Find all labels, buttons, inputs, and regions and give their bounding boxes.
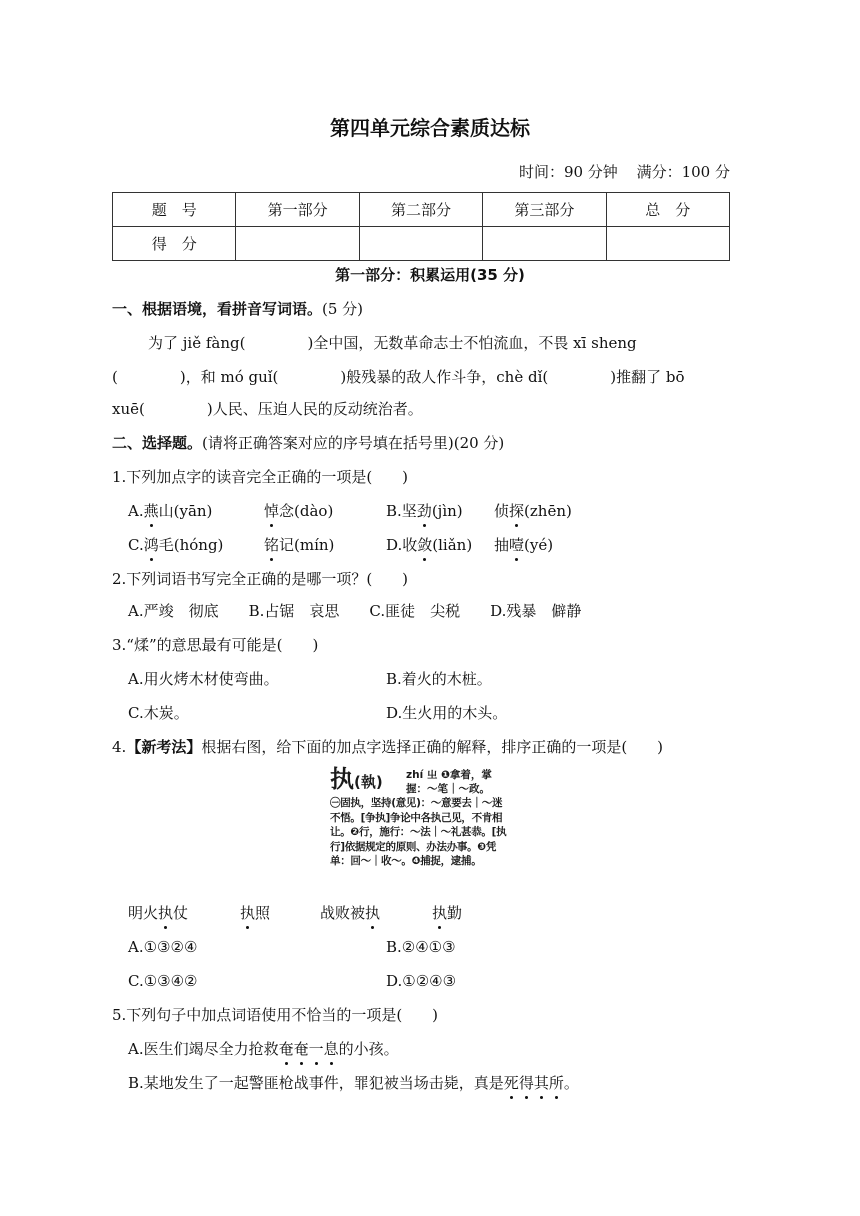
new-method-tag: 【新考法】 — [126, 738, 202, 756]
q2-4-words — [128, 902, 463, 924]
opt-text: (yé) — [524, 536, 554, 554]
header-cell: 第三部分 — [483, 193, 606, 227]
dotted-char: 执 — [432, 904, 448, 922]
opt-text: D.收 — [386, 536, 418, 554]
part1-title: 第一部分：积累运用(35 分) — [335, 266, 525, 284]
dotted-char: 燕 — [143, 502, 159, 520]
score-cell[interactable] — [483, 227, 606, 261]
header-cell: 第一部分 — [236, 193, 359, 227]
opt-text: A.医生们竭尽全力抢救 — [128, 1040, 279, 1058]
opt-text: A. — [128, 502, 144, 520]
option-c-2 — [264, 534, 334, 556]
score-cell[interactable] — [236, 227, 359, 261]
opt-text: 念(dào) — [279, 502, 334, 520]
q1-text: )，和 mó guǐ( — [179, 368, 279, 386]
score-table — [112, 192, 730, 261]
q1-text: )般残暴的敌人作斗争，chè dǐ( — [340, 368, 549, 386]
q2-1-row-1 — [128, 500, 572, 522]
dotted-char: 噎 — [509, 536, 525, 554]
header-cell: 第二部分 — [359, 193, 482, 227]
header-cell: 题 号 — [113, 193, 236, 227]
word-text: 战败被 — [320, 904, 366, 922]
opt-text: 山(yān) — [158, 502, 213, 520]
dotted-char: 悼 — [264, 502, 280, 520]
opt-text: B.某地发生了一起警匪枪战事件，罪犯被当场击毙，真是 — [128, 1074, 504, 1092]
dotted-char: 鸿 — [143, 536, 159, 554]
opt-text: (zhēn) — [524, 502, 572, 520]
q2-heading — [112, 432, 504, 454]
word-text: 明火 — [128, 904, 159, 922]
opt-text: 。 — [563, 1074, 579, 1092]
q2-3-option-d[interactable]: D.生火用的木头。 — [386, 704, 508, 722]
dotted-char: 执 — [240, 904, 256, 922]
dict-headword — [330, 764, 383, 797]
dotted-char: 所 — [548, 1074, 564, 1092]
opt-text: 毛(hóng) — [158, 536, 224, 554]
option-a[interactable] — [128, 502, 212, 520]
q2-3-option-c[interactable]: C.木炭。 — [128, 704, 189, 722]
word-1 — [128, 904, 188, 922]
q1-line-3 — [112, 398, 423, 420]
dict-trad: (執) — [354, 773, 383, 791]
exam-meta — [519, 161, 730, 182]
word-text: 照 — [255, 904, 271, 922]
opt-text: 的小孩。 — [338, 1040, 399, 1058]
header-cell: 总 分 — [606, 193, 729, 227]
dotted-char: 其 — [533, 1074, 549, 1092]
q2-4-option-d[interactable]: D.①②④③ — [386, 972, 457, 990]
row-label: 得 分 — [113, 227, 236, 261]
dotted-char: 一 — [308, 1040, 324, 1058]
page-title: 第四单元综合素质达标 — [330, 116, 530, 140]
q1-line-2 — [112, 366, 685, 388]
dict-first-line: zhí 㞢 ❶拿着，掌握：～笔｜～政。 — [406, 769, 492, 795]
q1-text: xuē( — [112, 400, 145, 418]
stem-text: 根据右图，给下面的加点字选择正确的解释，排序正确的一项是( ) — [201, 738, 664, 756]
dotted-word — [279, 1040, 339, 1058]
q2-3-stem: 3.“煣”的意思最有可能是( ) — [112, 636, 319, 654]
dotted-char: 铭 — [264, 536, 280, 554]
dotted-char: 敛 — [417, 536, 433, 554]
dotted-char: 奄 — [278, 1040, 294, 1058]
word-text: 仗 — [173, 904, 189, 922]
score-table-header — [113, 193, 730, 227]
dotted-char: 执 — [158, 904, 174, 922]
score-table-row — [113, 227, 730, 261]
word-text: 勤 — [447, 904, 463, 922]
opt-text: B.坚 — [386, 502, 417, 520]
q1-text: 为了 jiě fàng( — [148, 334, 246, 352]
dotted-char: 得 — [518, 1074, 534, 1092]
opt-text: (liǎn) — [432, 536, 473, 554]
q2-2-stem: 2.下列词语书写完全正确的是哪一项？( ) — [112, 570, 409, 588]
score-cell[interactable] — [606, 227, 729, 261]
option-d[interactable] — [386, 534, 472, 556]
dotted-char: 劲 — [416, 502, 432, 520]
q2-5-stem: 5.下列句子中加点词语使用不恰当的一项是( ) — [112, 1006, 439, 1024]
dict-body: ㊀固执，坚持(意见)：～意要去｜～迷不悟。[争执]争论中各执己见，不肯相让。❷行，施行：～法｜～礼甚恭。[执行]依据规定的原则、办法办事。❸凭单：回～｜收～。❹捕捉，逮捕。 — [330, 797, 507, 867]
q1-head-text: 一、根据语境，看拼音写词语。 — [112, 300, 323, 318]
word-4 — [432, 902, 462, 924]
q2-1-row-2 — [128, 534, 554, 556]
q1-points: (5 分) — [322, 300, 364, 318]
q1-heading — [112, 298, 363, 320]
option-a-2 — [264, 500, 333, 522]
dotted-char: 奄 — [293, 1040, 309, 1058]
q2-head-text: 二、选择题。 — [112, 434, 203, 452]
q2-3-option-b[interactable]: B.着火的木桩。 — [386, 670, 492, 688]
option-b[interactable] — [386, 500, 463, 522]
dict-char: 执 — [330, 765, 354, 793]
q2-note: (请将正确答案对应的序号填在括号里)(20 分) — [202, 434, 505, 452]
dotted-word — [504, 1074, 564, 1092]
q2-2-options[interactable]: A.严竣 彻底 B.占锯 哀思 C.匪徒 尖税 D.残暴 僻静 — [128, 602, 582, 620]
dotted-char: 执 — [365, 904, 381, 922]
q2-5-option-a[interactable] — [128, 1038, 399, 1060]
dictionary-entry-image — [330, 764, 512, 890]
dotted-char: 探 — [509, 502, 525, 520]
option-d-2 — [494, 534, 553, 556]
dotted-char: 息 — [323, 1040, 339, 1058]
q2-4-option-b[interactable]: B.②④①③ — [386, 938, 456, 956]
stem-text: 4. — [112, 738, 127, 756]
opt-text: 抽 — [494, 536, 510, 554]
opt-text: C. — [128, 536, 144, 554]
q1-text: ( — [112, 368, 118, 386]
q1-text: )全中国，无数革命志士不怕流血，不畏 xī sheng — [307, 334, 637, 352]
word-3 — [320, 902, 380, 924]
q2-5-option-b[interactable] — [128, 1072, 579, 1094]
q2-4-stem — [112, 736, 663, 758]
q2-3-option-a[interactable]: A.用火烤木材使弯曲。 — [128, 670, 279, 688]
time-limit: 时间：90 分钟 — [518, 163, 618, 181]
dotted-char: 死 — [503, 1074, 519, 1092]
opt-text: 侦 — [494, 502, 510, 520]
opt-text: 记(mín) — [279, 536, 335, 554]
option-b-2 — [494, 500, 572, 522]
q2-4-option-c[interactable]: C.①③④② — [128, 972, 198, 990]
score-cell[interactable] — [359, 227, 482, 261]
q1-line-1 — [148, 332, 637, 354]
option-c[interactable] — [128, 536, 223, 554]
q2-4-option-a[interactable]: A.①③②④ — [128, 938, 198, 956]
full-score: 满分：100 分 — [636, 163, 730, 181]
q1-text: )推翻了 bō — [610, 368, 685, 386]
q2-1-stem: 1.下列加点字的读音完全正确的一项是( ) — [112, 468, 409, 486]
word-2 — [240, 902, 270, 924]
q1-text: )人民、压迫人民的反动统治者。 — [206, 400, 423, 418]
opt-text: (jìn) — [431, 502, 463, 520]
